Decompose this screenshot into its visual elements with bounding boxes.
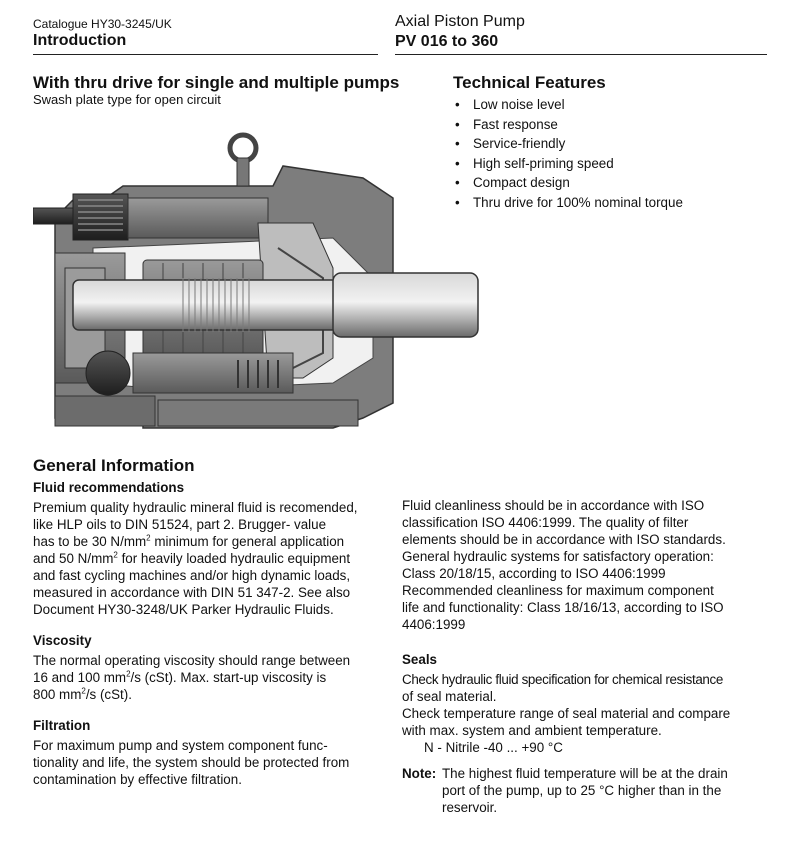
feature-item: • High self-priming speed xyxy=(453,154,683,174)
bullet-icon: • xyxy=(455,194,460,210)
general-info-title: General Information xyxy=(33,456,195,475)
fluid-heading: Fluid recommendations xyxy=(33,480,185,495)
pump-cutaway-illustration xyxy=(33,128,488,430)
viscosity-heading: Viscosity xyxy=(33,633,92,648)
feature-item: • Thru drive for 100% nominal torque xyxy=(453,193,683,213)
filtration-heading: Filtration xyxy=(33,718,91,733)
features-title: Technical Features xyxy=(453,73,606,92)
product-name: Axial Piston Pump xyxy=(395,13,525,30)
note-text: The highest fluid temperature will be at the drain port of the pump, up to 25 °C higher than in the reservoir. xyxy=(442,766,728,815)
bullet-icon: • xyxy=(455,155,460,171)
feature-item: • Fast response xyxy=(453,115,683,135)
viscosity-text: The normal operating viscosity should range between 16 and 100 $mm^2/s$ (cSt). Max. start-up viscosity is 800 $mm^2/s$ (cSt). xyxy=(33,653,351,702)
note-label: Note: xyxy=(402,766,437,781)
fluid-text: Premium quality hydraulic mineral fluid is recomended, like HLP oils to DIN 51524, part 2. Brugger- value has to be 30 $N/mm^2$ minimum for general application and 50 $N/mm^2$ for heavily loaded hydraulic equipment and fast cycling machines and/or high dynamic loads, measured in accordance with DIN 51 347-2. See also Document HY30-3248/UK Parker Hydraulic Fluids. xyxy=(33,500,358,617)
seals-heading: Seals xyxy=(402,652,437,667)
cleanliness-text: Fluid cleanliness should be in accordance with ISO classification ISO 4406:1999. The quality of filter elements should be in accordance with ISO standards. General hydraulic systems for satisfactory operation: Class 20/18/15, according to ISO 4406:1999 Recommended cleanliness for maximum component life and functionality: Class 18/16/13, according to ISO 4406:1999 xyxy=(402,498,726,632)
bullet-icon: • xyxy=(455,136,460,151)
feature-item: • Low noise level xyxy=(453,95,683,115)
section-title: Introduction xyxy=(33,32,127,49)
filtration-text: For maximum pump and system component func- tionality and life, the system should be protected from contamination by effective filtration. xyxy=(33,738,350,787)
feature-item: • Compact design xyxy=(453,173,683,193)
product-model: PV 016 to 360 xyxy=(395,33,499,50)
intro-subtitle: Swash plate type for open circuit xyxy=(33,92,221,107)
catalogue-number: Catalogue HY30-3245/UK xyxy=(33,17,172,31)
bullet-icon: • xyxy=(455,97,460,112)
feature-item: • Service-friendly xyxy=(453,134,683,154)
bullet-icon: • xyxy=(455,175,460,190)
header-rule-right xyxy=(395,54,767,55)
bullet-icon: • xyxy=(455,116,460,132)
note-block xyxy=(402,765,767,816)
header-rule-left xyxy=(33,54,378,55)
seals-text: Check hydraulic fluid specification for chemical resistance of seal material. Check temperature range of seal material and compare with max. system and ambient temperature. N - Nitrile -40 ... +90 °C xyxy=(402,672,731,755)
intro-title: With thru drive for single and multiple pumps xyxy=(33,73,400,92)
